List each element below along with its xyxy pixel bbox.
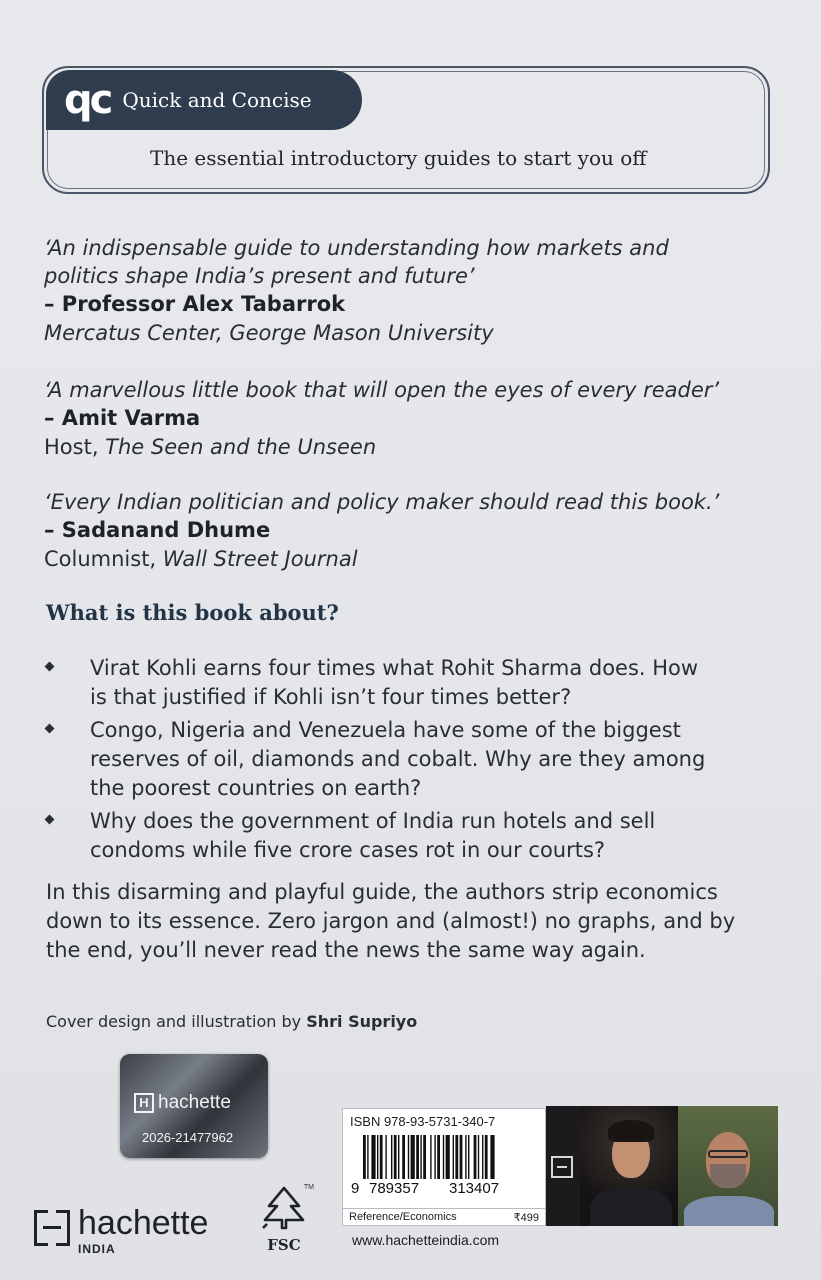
- quote-author: – Sadanand Dhume: [44, 518, 271, 542]
- bullet-diamond-icon: [45, 662, 55, 672]
- hachette-logo-icon: [34, 1210, 70, 1246]
- fsc-label: FSC: [267, 1236, 301, 1254]
- hologram-sticker: [120, 1054, 268, 1158]
- book-category: Reference/Economics: [349, 1211, 457, 1223]
- barcode-digits-2: 313407: [449, 1180, 500, 1197]
- series-tab: [46, 70, 362, 130]
- quote-affiliation: Host, The Seen and the Unseen: [44, 435, 377, 459]
- quote-3: [44, 488, 719, 573]
- list-item: Virat Kohli earns four times what Rohit Sharma does. How is that justified if Kohli isn’t four times better?: [46, 654, 766, 712]
- designer-name: Shri Supriyo: [306, 1012, 418, 1031]
- hachette-h-icon: H: [134, 1093, 154, 1113]
- list-item: Congo, Nigeria and Venezuela have some of the biggest reserves of oil, diamonds and cobalt. Why are they among the poorest countries on earth?: [46, 716, 766, 803]
- publisher-sub: INDIA: [78, 1242, 116, 1256]
- barcode-digits-0: 9: [351, 1180, 360, 1197]
- fsc-logo: TM FSC: [256, 1186, 312, 1254]
- quote-affiliation: Columnist, Wall Street Journal: [44, 547, 358, 571]
- barcode-digits-1: 789357: [369, 1180, 420, 1197]
- book-description: In this disarming and playful guide, the authors strip economics down to its essence. Zero jargon and (almost!) no graphs, and by the end, you’ll never read the news the same way again.: [46, 880, 736, 962]
- publisher-logo: [34, 1206, 208, 1256]
- bullet-diamond-icon: [45, 724, 55, 734]
- cover-credit: Cover design and illustration by Shri Supriyo: [46, 1012, 418, 1031]
- author-photo: [580, 1106, 678, 1226]
- author-photo: [678, 1106, 778, 1226]
- barcode: [349, 1135, 541, 1199]
- qc-logo: qc: [64, 77, 111, 123]
- bullet-diamond-icon: [45, 815, 55, 825]
- quote-affiliation: Mercatus Center, George Mason University: [44, 321, 494, 345]
- quote-text-cont: politics shape India’s present and future’: [44, 264, 475, 288]
- section-title: What is this book about?: [46, 600, 339, 625]
- quote-text: ‘An indispensable guide to understanding how markets and: [44, 236, 669, 260]
- bullet-list: [46, 654, 766, 865]
- isbn-barcode-block: [342, 1108, 546, 1226]
- quote-text: ‘A marvellous little book that will open the eyes of every reader’: [44, 378, 720, 402]
- sticker-brand: H hachette: [134, 1092, 231, 1114]
- publisher-name: hachette: [78, 1204, 209, 1242]
- quote-1: [44, 234, 669, 347]
- quote-text: ‘Every Indian politician and policy maker should read this book.’: [44, 490, 720, 514]
- quote-author: – Amit Varma: [44, 406, 201, 430]
- list-item: Why does the government of India run hotels and sell condoms while five crore cases rot in our courts?: [46, 807, 766, 865]
- sticker-code: 2026-21477962: [142, 1130, 234, 1145]
- series-tagline: The essential introductory guides to start you off: [150, 146, 647, 170]
- author-photos: [546, 1106, 778, 1226]
- publisher-website: www.hachetteindia.com: [352, 1232, 500, 1248]
- quote-2: [44, 376, 719, 461]
- quote-author: – Professor Alex Tabarrok: [44, 292, 346, 316]
- fsc-tree-icon: [259, 1186, 309, 1230]
- hachette-mark-icon: [546, 1106, 580, 1226]
- isbn-number: ISBN 978-93-5731-340-7: [350, 1114, 496, 1129]
- series-label: Quick and Concise: [122, 88, 312, 112]
- book-price: ₹499: [513, 1212, 539, 1224]
